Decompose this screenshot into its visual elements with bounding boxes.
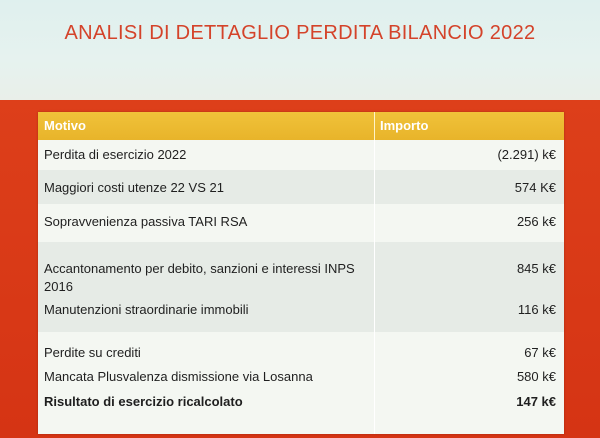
row-label: Risultato di esercizio ricalcolato [44,394,243,409]
column-header-motivo: Motivo [44,118,86,133]
row-label: Sopravvenienza passiva TARI RSA [44,214,248,229]
header-column-divider [374,112,375,140]
row-label: Manutenzioni straordinarie immobili [44,302,249,317]
column-divider [374,170,375,204]
table-row [38,366,564,392]
table-header [38,112,564,140]
row-value: 580 k€ [516,369,556,384]
row-value: 845 k€ [516,261,556,276]
row-label: Perdita di esercizio 2022 [44,147,187,162]
row-label: Mancata Plusvalenza dismissione via Losanna [44,369,313,384]
column-divider [374,366,375,392]
loss-analysis-table [38,112,564,434]
table-row [38,170,564,204]
row-value: 256 k€ [516,214,556,229]
slide-header-area [0,0,600,100]
slide-title: ANALISI DI DETTAGLIO PERDITA BILANCIO 2022 [64,22,536,44]
column-divider [374,392,375,434]
row-value: 147 k€ [516,394,556,409]
column-divider [374,298,375,332]
row-value: 116 k€ [517,302,556,317]
table-row-total [38,392,564,434]
column-divider [374,140,375,170]
column-divider [374,242,375,298]
table-row [38,140,564,170]
table-row [38,332,564,366]
table-row [38,204,564,242]
table-row [38,298,564,332]
column-divider [374,204,375,242]
row-value: (2.291) k€ [497,147,556,162]
row-label: Perdite su crediti [44,345,141,360]
column-header-importo: Importo [380,118,429,133]
table-row [38,242,564,298]
column-divider [374,332,375,366]
row-value: 574 K€ [514,180,556,195]
row-label: Accantonamento per debito, sanzioni e interessi INPS 2016 [44,261,355,294]
row-label: Maggiori costi utenze 22 VS 21 [44,180,224,195]
row-value: 67 k€ [524,345,556,360]
